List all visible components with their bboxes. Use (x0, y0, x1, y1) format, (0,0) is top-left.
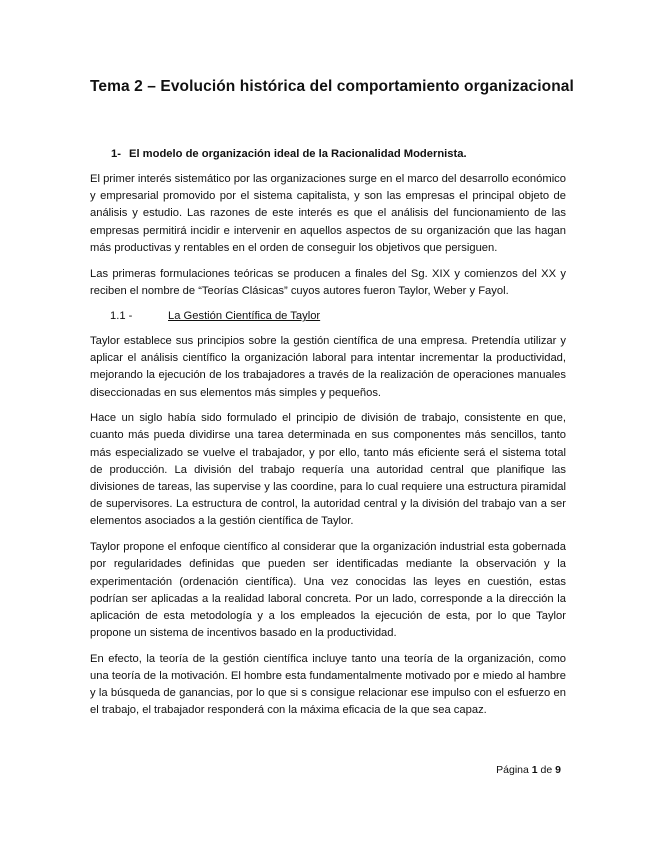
section-title: El modelo de organización ideal de la Racionalidad Modernista. (129, 148, 467, 160)
footer-current-page: 1 (531, 764, 538, 776)
footer-total-pages: 9 (555, 764, 561, 776)
footer-page-label: Página (496, 764, 529, 776)
section-number: 1- (111, 148, 121, 160)
section-heading (111, 146, 566, 162)
paragraph-intro-1: El primer interés sistemático por las organizaciones surge en el marco del desarrollo económico y empresarial promovido por el sistema capitalista, y son las empresas el principal objeto de análisis y estudio. Las razones de este interés es que el análisis del funcionamiento de las empresas permitirá incidir e intervenir en aquellos aspectos de su organización que las hagan más productivas y rentables en el orden de conseguir los objetivos que persiguen. (90, 173, 566, 254)
footer-of-label: de (540, 764, 553, 776)
subsection-number: 1.1 - (110, 310, 133, 323)
paragraph-taylor-2: Hace un siglo había sido formulado el principio de división de trabajo, consistente en que, cuanto más pueda dividirse una tarea determinada en sus componentes más sencillos, tanto más especializado se vuelve el trabajador, y por ello, tanto más eficiente será el sistema total de producción. La división del trabajo requería una autoridad central que planifique las divisiones de tareas, las supervise y las coordine, para lo cual requiere una estructura piramidal de supervisores. La estructura de control, la autoridad central y la división del trabajo van a ser elementos asociados a la gestión científica de Taylor. (90, 412, 566, 528)
subsection-title: La Gestión Científica de Taylor (168, 310, 321, 323)
paragraph-taylor-4: En efecto, la teoría de la gestión científica incluye tanto una teoría de la organización, como una teoría de la motivación. El hombre esta fundamentalmente motivado por e miedo al hambre y la búsqueda de ganancias, por lo que si s consigue relacionar ese impulso con el esfuerzo en el trabajo, el trabajador responderá con la máxima eficacia de la que sea capaz. (90, 652, 566, 717)
page-footer (496, 763, 561, 777)
paragraph-taylor-1: Taylor establece sus principios sobre la gestión científica de una empresa. Pretendía utilizar y aplicar el análisis científico la organización laboral para intentar incrementar la productividad, mejorando la ejecución de los trabajadores a través de la realización de operaciones manuales diseccionadas en sus elementos más simples y pequeños. (90, 334, 566, 399)
page-title: Tema 2 – Evolución histórica del comportamiento organizacional (90, 78, 574, 95)
paragraph-taylor-3: Taylor propone el enfoque científico al considerar que la organización industrial esta gobernada por regularidades definidas que pueden ser identificadas mediante la observación y la experimentación (ordenación científica). Una vez conocidas las leyes en cuestión, estas podrían ser aplicadas a la realidad laboral concreta. Por un lado, corresponde a la dirección la aplicación de esta metodología y a los empleados la ejecución de esta, por lo que Taylor propone un sistema de incentivos basado en la productividad. (90, 541, 566, 640)
subsection-heading (110, 308, 566, 324)
paragraph-intro-2: Las primeras formulaciones teóricas se producen a finales del Sg. XIX y comienzos del XX y reciben el nombre de “Teorías Clásicas” cuyos autores fueron Taylor, Weber y Fayol. (90, 267, 566, 297)
